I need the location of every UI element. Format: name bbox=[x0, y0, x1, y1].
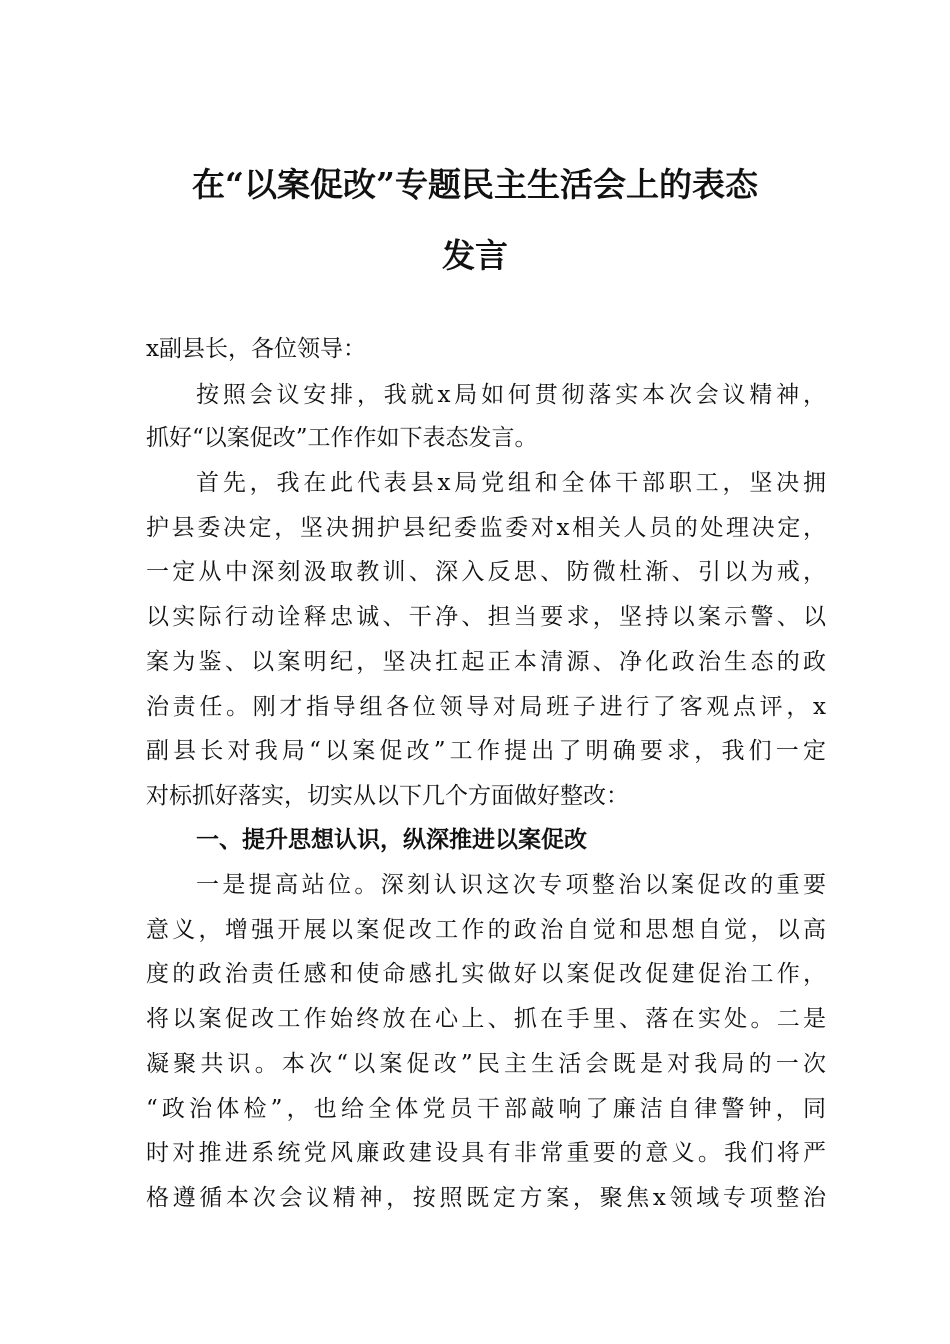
paragraph-2-line-7: 副县长对我局“以案促改”工作提出了明确要求，我们一定 bbox=[146, 738, 826, 764]
document-title-line-1: 在“以案促改”专题民主生活会上的表态 bbox=[192, 165, 758, 204]
paragraph-2-line-2: 护县委决定，坚决拥护县纪委监委对x相关人员的处理决定， bbox=[146, 515, 826, 541]
paragraph-2-line-3: 一定从中深刻汲取教训、深入反思、防微杜渐、引以为戒， bbox=[146, 559, 826, 585]
paragraph-3-line-2: 意义，增强开展以案促改工作的政治自觉和思想自觉，以高 bbox=[146, 917, 826, 943]
paragraph-3-line-3: 度的政治责任感和使命感扎实做好以案促改促建促治工作， bbox=[146, 961, 826, 987]
paragraph-1-line-2: 抓好“以案促改”工作作如下表态发言。 bbox=[146, 425, 538, 451]
paragraph-3-line-8: 格遵循本次会议精神，按照既定方案，聚焦x领域专项整治 bbox=[146, 1185, 826, 1211]
paragraph-3-line-4: 将以案促改工作始终放在心上、抓在手里、落在实处。二是 bbox=[146, 1006, 826, 1032]
section-heading-1: 一、提升思想认识，纵深推进以案促改 bbox=[196, 827, 587, 853]
paragraph-2-line-6: 治责任。刚才指导组各位领导对局班子进行了客观点评，x bbox=[146, 694, 826, 720]
paragraph-2-line-4: 以实际行动诠释忠诚、干净、担当要求，坚持以案示警、以 bbox=[146, 604, 826, 630]
document-title-line-2: 发言 bbox=[442, 236, 508, 275]
paragraph-3-line-5: 凝聚共识。本次“以案促改”民主生活会既是对我局的一次 bbox=[146, 1051, 826, 1077]
paragraph-3-line-1: 一是提高站位。深刻认识这次专项整治以案促改的重要 bbox=[196, 872, 826, 898]
paragraph-2-line-5: 案为鉴、以案明纪，坚决扛起正本清源、净化政治生态的政 bbox=[146, 649, 826, 675]
salutation: x副县长，各位领导： bbox=[146, 336, 366, 362]
paragraph-3-line-7: 时对推进系统党风廉政建设具有非常重要的意义。我们将严 bbox=[146, 1140, 826, 1166]
paragraph-2-line-1: 首先，我在此代表县x局党组和全体干部职工，坚决拥 bbox=[196, 470, 826, 496]
paragraph-1-line-1: 按照会议安排，我就x局如何贯彻落实本次会议精神， bbox=[196, 382, 826, 408]
paragraph-2-line-8: 对标抓好落实，切实从以下几个方面做好整改： bbox=[146, 783, 629, 809]
paragraph-3-line-6: “政治体检”，也给全体党员干部敲响了廉洁自律警钟，同 bbox=[146, 1096, 826, 1122]
